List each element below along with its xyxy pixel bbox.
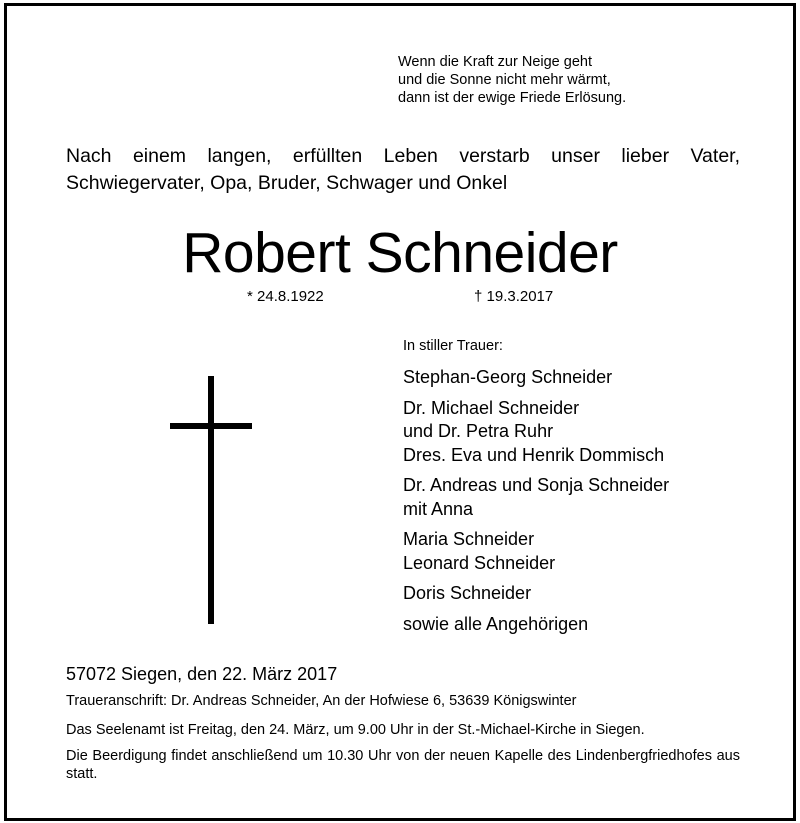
poem-line: dann ist der ewige Friede Erlösung. (398, 90, 627, 106)
mourning-label: In stiller Trauer: (403, 338, 503, 354)
poem (398, 53, 626, 107)
family-group (403, 582, 669, 606)
family-member: Dr. Andreas und Sonja Schneider (403, 475, 670, 495)
family-list (403, 366, 669, 643)
birth-date: * 24.8.1922 (247, 288, 324, 305)
family-member: Dres. Eva und Henrik Dommisch (403, 444, 665, 465)
family-group (403, 528, 669, 575)
family-member: Dr. Michael Schneider (403, 397, 580, 418)
poem-line: und die Sonne nicht mehr wärmt, (398, 72, 611, 88)
death-date: † 19.3.2017 (474, 288, 554, 305)
family-group (403, 397, 669, 468)
requiem-info: Das Seelenamt ist Freitag, den 24. März, um 9.00 Uhr in der St.-Michael-Kirche in Siegen. (66, 722, 645, 738)
place-date: 57072 Siegen, den 22. März 2017 (66, 664, 338, 684)
family-member: mit Anna (403, 498, 474, 519)
poem-line: Wenn die Kraft zur Neige geht (398, 54, 592, 70)
family-group (403, 613, 669, 637)
family-member: Doris Schneider (403, 583, 532, 603)
latin-cross-icon (170, 376, 252, 624)
mourning-address: Traueranschrift: Dr. Andreas Schneider, An der Hofwiese 6, 53639 Königswinter (66, 693, 577, 709)
deceased-name: Robert Schneider (182, 221, 618, 285)
family-member: sowie alle Angehörigen (403, 613, 589, 634)
family-member: Maria Schneider (403, 529, 535, 549)
family-group (403, 474, 669, 521)
intro-text: Nach einem langen, erfüllten Leben verstarb unser lieber Vater, Schwiegervater, Opa, Bruder, Schwager und Onkel (66, 145, 740, 194)
funeral-info: Die Beerdigung findet anschließend um 10.30 Uhr von der neuen Kapelle des Lindenbergfriedhofes aus statt. (66, 748, 740, 782)
family-member: Stephan-Georg Schneider (403, 367, 613, 387)
family-member: Leonard Schneider (403, 552, 556, 573)
family-group (403, 366, 669, 390)
family-member: und Dr. Petra Ruhr (403, 421, 554, 441)
